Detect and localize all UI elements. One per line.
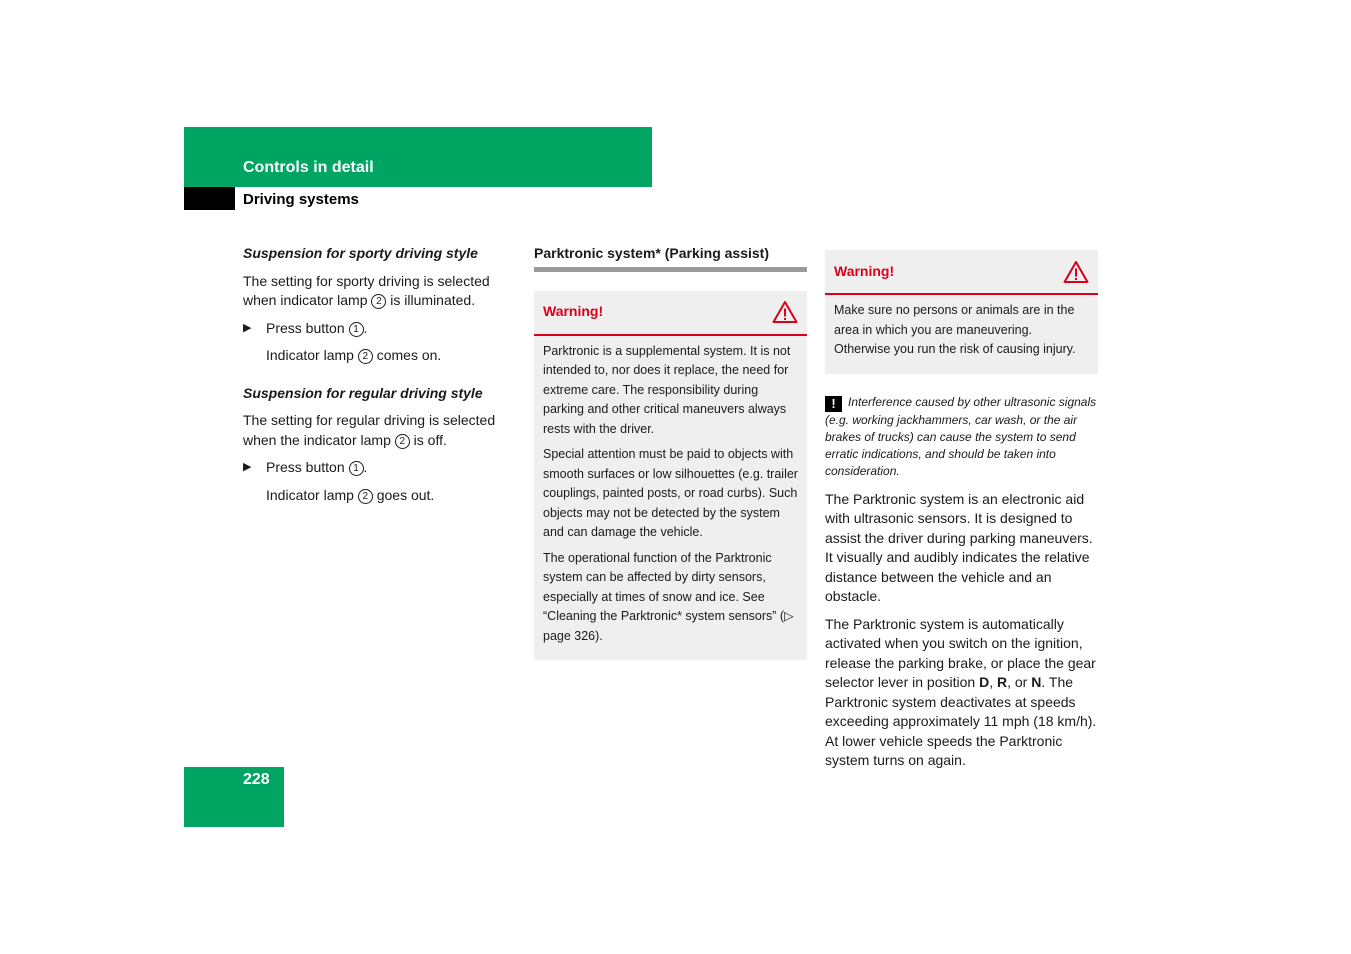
lamp-2-marker: 2 <box>371 294 386 309</box>
body-paragraph: The Parktronic system is an electronic aid with ultrasonic sensors. It is designed to assist the driver during parking maneuvers. It visually and audibly indicates the relative distance between the vehicle and an obstacle. <box>825 490 1093 604</box>
regular-heading: Suspension for regular driving style <box>243 384 483 401</box>
warning-paragraph: The operational function of the Parktronic system can be affected by dirty sensors, especially at times of snow and ice. See “Cleaning the Parktronic* system sensors” (▷ page 326). <box>543 550 794 643</box>
warning-header <box>825 250 1098 295</box>
warning-paragraph: Make sure no persons or animals are in the area in which you are maneuvering. Otherwise you run the risk of causing injury. <box>834 303 1076 356</box>
column-right <box>825 250 1098 779</box>
warning-triangle-icon <box>772 300 798 324</box>
subsection-title: Driving systems <box>243 191 359 208</box>
sporty-result: Indicator lamp 2 comes on. <box>266 347 442 363</box>
warning-label: Warning! <box>543 303 604 320</box>
header-tab <box>184 187 235 210</box>
warning-label: Warning! <box>834 262 895 279</box>
regular-text: The setting for regular driving is selected when the indicator lamp 2 is off. <box>243 412 496 448</box>
warning-box <box>825 250 1098 374</box>
header-bar <box>184 127 652 187</box>
arrow-right-icon: ▶ <box>243 461 252 473</box>
regular-step: ▶ Press button 1 . <box>243 458 511 478</box>
arrow-right-icon: ▶ <box>243 321 252 334</box>
sporty-step: ▶ Press button 1 . <box>243 319 511 339</box>
warning-paragraph: Parktronic is a supplemental system. It is not intended to, nor does it replace, the need for extreme care. The responsibility during parking and other critical maneuvers always rests with the driver. <box>543 343 791 436</box>
page-number: 228 <box>243 771 270 788</box>
lamp-2-marker: 2 <box>395 434 410 449</box>
button-1-marker: 1 <box>349 461 364 476</box>
column-middle <box>534 244 807 660</box>
section-title: Controls in detail <box>243 159 374 176</box>
body-text <box>825 490 1098 771</box>
warning-header <box>534 291 807 336</box>
warning-box <box>534 291 807 661</box>
column-left <box>243 244 511 523</box>
parktronic-heading: Parktronic system* (Parking assist) <box>534 244 807 272</box>
body-paragraph: The Parktronic system is automatically activated when you switch on the ignition, release the parking brake, or place the gear selector lever in position D, R, or N. The Parktronic system deactivates at speeds exceeding approximately 11 mph (18 km/h). At lower vehicle speeds the Parktronic system turns on again. <box>825 615 1097 768</box>
sporty-heading: Suspension for sporty driving style <box>243 245 478 261</box>
warning-triangle-icon <box>1063 260 1089 284</box>
lamp-2-marker: 2 <box>358 349 373 364</box>
lamp-2-marker: 2 <box>358 489 373 504</box>
regular-result: Indicator lamp 2 goes out. <box>266 486 435 503</box>
warning-paragraph: Special attention must be paid to objects with smooth surfaces or low silhouettes (e.g. trailer couplings, painted posts, or road curbs). Such objects may not be detected by the system and can damage the vehicle. <box>543 447 798 539</box>
exclamation-icon: ! <box>825 396 842 412</box>
button-1-marker: 1 <box>349 322 364 337</box>
note: ! Interference caused by other ultrasonic signals (e.g. working jackhammers, car wash, or the air brakes of trucks) can cause the system to send erratic indications, and should be taken into consideration. <box>825 394 1097 478</box>
sporty-text: The setting for sporty driving is selected when indicator lamp 2 is illuminated. <box>243 272 490 308</box>
